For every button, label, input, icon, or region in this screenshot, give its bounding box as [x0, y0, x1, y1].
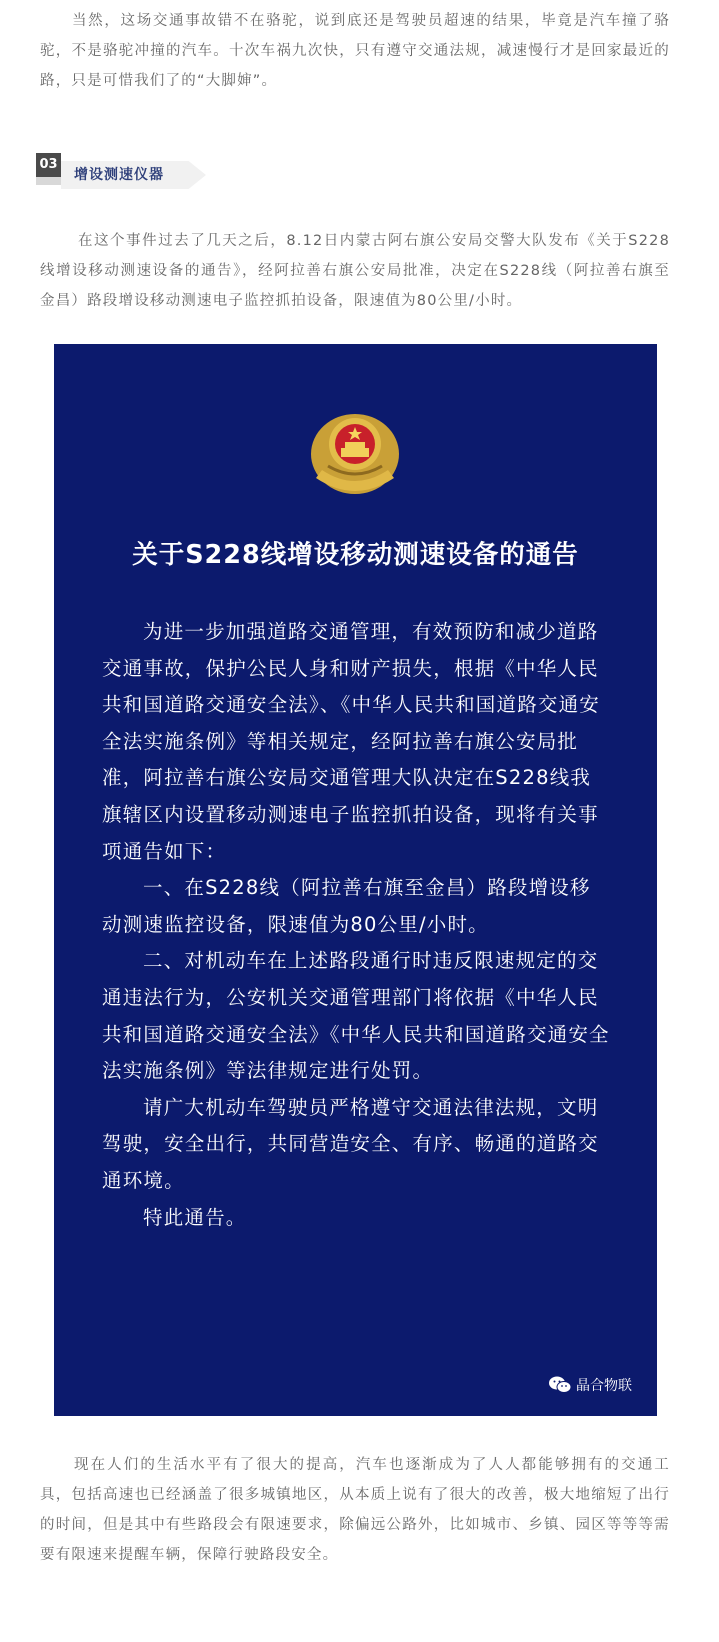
event-paragraph: 在这个事件过去了几天之后，8.12日内蒙古阿右旗公安局交警大队发布《关于S228线增设移动测速设备的通告》，经阿拉善右旗公安局批准，决定在S228线（阿拉善右旗至金昌）路段增设移动测速电子监控抓拍设备，限速值为80公里/小时。 — [40, 233, 670, 309]
notice-paragraph: 二、对机动车在上述路段通行时违反限速规定的交通违法行为，公安机关交通管理部门将依据《中华人民共和国道路交通安全法》《中华人民共和国道路交通安全法实施条例》等法律规定进行处罚。 — [102, 949, 610, 1083]
notice-paragraph: 为进一步加强道路交通管理，有效预防和减少道路交通事故，保护公民人身和财产损失，根据《中华人民共和国道路交通安全法》、《中华人民共和国道路交通安全法实施条例》等相关规定，经阿拉善右旗公安局批准，阿拉善右旗公安局交通管理大队决定在S228线我旗辖区内设置移动测速电子监控抓拍设备，现将有关事项通告如下： — [102, 620, 601, 863]
notice-paragraph: 请广大机动车驾驶员严格遵守交通法律法规，文明驾驶，安全出行，共同营造安全、有序、畅通的道路交通环境。 — [102, 1095, 599, 1192]
closing-paragraph: 现在人们的生活水平有了很大的提高，汽车也逐渐成为了人人都能够拥有的交通工具，包括高速也已经涵盖了很多城镇地区，从本质上说有了很大的改善，极大地缩短了出行的时间，但是其中有些路段会有限速要求，除偏远公路外，比如城市、乡镇、园区等等等需要有限速来提醒车辆，保障行驶路段安全。 — [40, 1457, 670, 1563]
section-number-shadow — [36, 177, 61, 185]
watermark-label: 晶合物联 — [576, 1378, 632, 1394]
notice-body — [102, 614, 610, 1236]
wechat-icon — [548, 1375, 572, 1395]
intro-paragraph: 当然，这场交通事故错不在骆驼，说到底还是驾驶员超速的结果，毕竟是汽车撞了骆驼，不是骆驼冲撞的汽车。十次车祸九次快，只有遵守交通法规，减速慢行才是回家最近的路，只是可惜我们了的“大脚婶”。 — [40, 13, 670, 89]
police-emblem-icon — [308, 408, 402, 496]
watermark — [548, 1375, 632, 1395]
notice-paragraph: 特此通告。 — [143, 1205, 247, 1229]
notice-paragraph: 一、在S228线（阿拉善右旗至金昌）路段增设移动测速监控设备，限速值为80公里/小时。 — [102, 876, 591, 936]
section-title: 增设测速仪器 — [74, 167, 164, 183]
signature-date: 2021年8月12日 — [347, 1618, 504, 1641]
section-header — [36, 153, 206, 193]
notice-title: 关于S228线增设移动测速设备的通告 — [132, 540, 579, 570]
section-number: 03 — [36, 153, 61, 177]
signature-org: 阿拉善右旗公安局交通管理大队 — [281, 1580, 569, 1603]
